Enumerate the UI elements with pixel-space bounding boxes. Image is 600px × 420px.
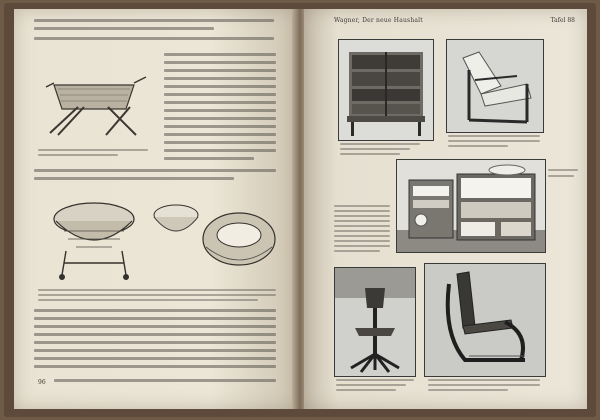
photo-open-cabinet	[396, 159, 546, 253]
running-head: Wagner, Der neue Haushalt	[334, 17, 423, 24]
photo-shelf-unit	[338, 39, 434, 141]
baskets-illustration	[34, 189, 278, 285]
left-page	[14, 9, 296, 409]
photo-swivel-chair	[334, 267, 416, 377]
photo-cantilever-chair	[424, 263, 546, 377]
photo-tubular-armchair	[446, 39, 544, 133]
cradle-illustration	[36, 47, 156, 147]
right-page	[304, 9, 587, 409]
plate-number: Tafel 88	[550, 17, 575, 24]
open-book	[4, 3, 596, 417]
page-number: 96	[38, 379, 46, 386]
